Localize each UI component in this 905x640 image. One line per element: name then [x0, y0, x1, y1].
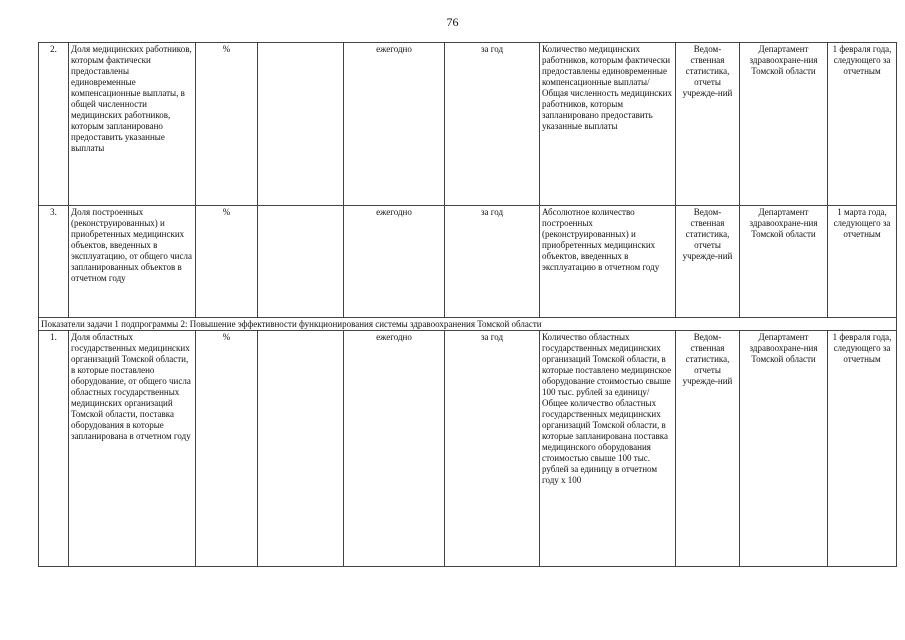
empty-cell: [258, 331, 344, 567]
period: за год: [445, 43, 540, 206]
indicators-table: [38, 42, 897, 567]
table-row: [39, 43, 897, 206]
row-number: 3.: [39, 206, 69, 318]
deadline: 1 февраля года, следующего за отчетным: [828, 331, 897, 567]
section-title: Показатели задачи 1 подпрограммы 2: Повышение эффективности функционирования системы здравоохранения Томской области: [39, 318, 897, 331]
periodicity: ежегодно: [344, 43, 445, 206]
indicator-name: Доля медицинских работников, которым фактически предоставлены единовременные компенсационные выплаты, в общей численности медицинских работников, которым запланировано предоставить указанные выплаты: [69, 43, 196, 206]
empty-cell: [258, 206, 344, 318]
calculation-method: Количество областных государственных медицинских организаций Томской области, в которые поставлено медицинское оборудование стоимостью свыше 100 тыс. рублей за единицу/ Общее количество областных государственных медицинских организаций Томской области, в которые запланирована поставка медицинского оборудования стоимостью свыше 100 тыс. рублей за единицу в отчетном году х 100: [540, 331, 676, 567]
page-number: 76: [446, 15, 459, 29]
responsible: Департамент здравоохране-ния Томской области: [740, 206, 828, 318]
data-source: Ведом-ственная статистика, отчеты учрежде-ний: [676, 206, 740, 318]
periodicity: ежегодно: [344, 206, 445, 318]
period: за год: [445, 331, 540, 567]
responsible: Департамент здравоохране-ния Томской области: [740, 43, 828, 206]
indicator-name: Доля областных государственных медицинских организаций Томской области, в которые поставлено оборудование, от общего числа областных государственных медицинских организаций Томской области, поставка оборудования в которые запланирована в отчетном году: [69, 331, 196, 567]
table-row: [39, 206, 897, 318]
data-source: Ведом-ственная статистика, отчеты учрежде-ний: [676, 43, 740, 206]
row-number: 2.: [39, 43, 69, 206]
unit: %: [196, 206, 258, 318]
unit: %: [196, 43, 258, 206]
section-row: [39, 318, 897, 331]
indicator-name: Доля построенных (реконструированных) и приобретенных медицинских объектов, введенных в эксплуатацию, от общего числа запланированных объектов в отчетном году: [69, 206, 196, 318]
data-source: Ведом-ственная статистика, отчеты учрежде-ний: [676, 331, 740, 567]
empty-cell: [258, 43, 344, 206]
calculation-method: Абсолютное количество построенных (реконструированных) и приобретенных медицинских объектов, введенных в эксплуатацию в отчетном году: [540, 206, 676, 318]
deadline: 1 марта года, следующего за отчетным: [828, 206, 897, 318]
periodicity: ежегодно: [344, 331, 445, 567]
deadline: 1 февраля года, следующего за отчетным: [828, 43, 897, 206]
table-row: [39, 331, 897, 567]
unit: %: [196, 331, 258, 567]
row-number: 1.: [39, 331, 69, 567]
period: за год: [445, 206, 540, 318]
calculation-method: Количество медицинских работников, которым фактически предоставлены единовременные компенсационные выплаты/Общая численность медицинских работников, которым запланировано предоставить указанные выплаты: [540, 43, 676, 206]
responsible: Департамент здравоохране-ния Томской области: [740, 331, 828, 567]
